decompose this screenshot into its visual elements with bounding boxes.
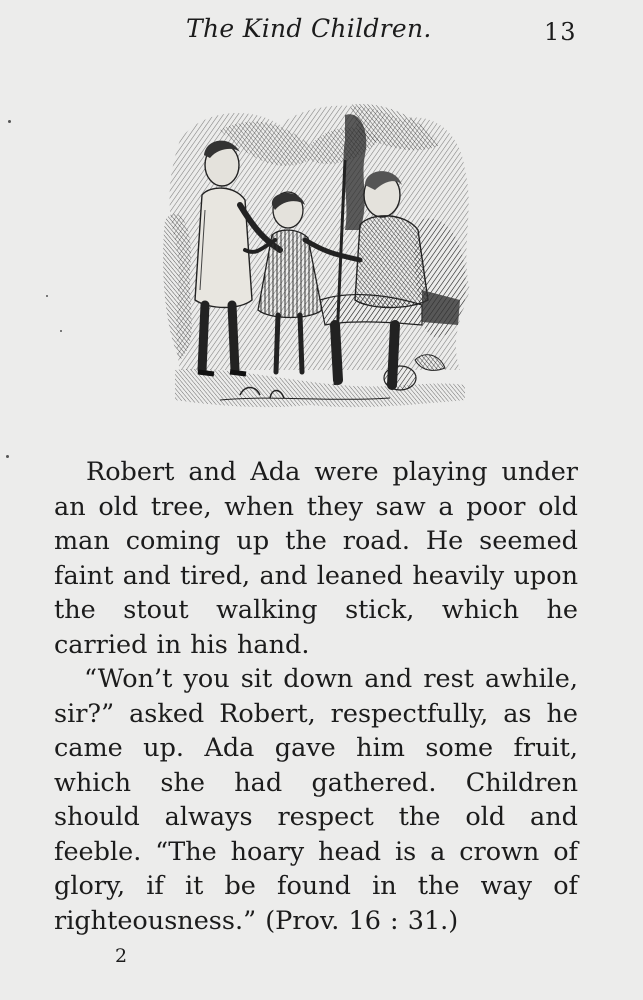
running-title: The Kind Children.	[186, 14, 432, 43]
body-text	[54, 455, 578, 938]
engraving-illustration-icon	[160, 100, 475, 422]
signature-mark: 2	[115, 945, 128, 967]
paragraph-2: “Won’t you sit down and rest awhile, sir?” asked Robert, respectfully, as he came up. Ada gave him some fruit, which she had gathered. Children should always respect the old and feeble. “The hoary head is a crown of glory, if it be found in the way of righteousness.” (Prov. 16 : 31.)	[54, 664, 578, 936]
paper-speck	[46, 295, 48, 297]
paper-speck	[8, 120, 11, 123]
page-number: 13	[544, 18, 577, 46]
paper-speck	[6, 455, 9, 458]
paragraph-1: Robert and Ada were playing under an old tree, when they saw a poor old man coming up the road. He seemed faint and tired, and leaned heavily upon the stout walking stick, which he carried in his hand.	[54, 457, 578, 660]
paper-speck	[60, 330, 62, 332]
